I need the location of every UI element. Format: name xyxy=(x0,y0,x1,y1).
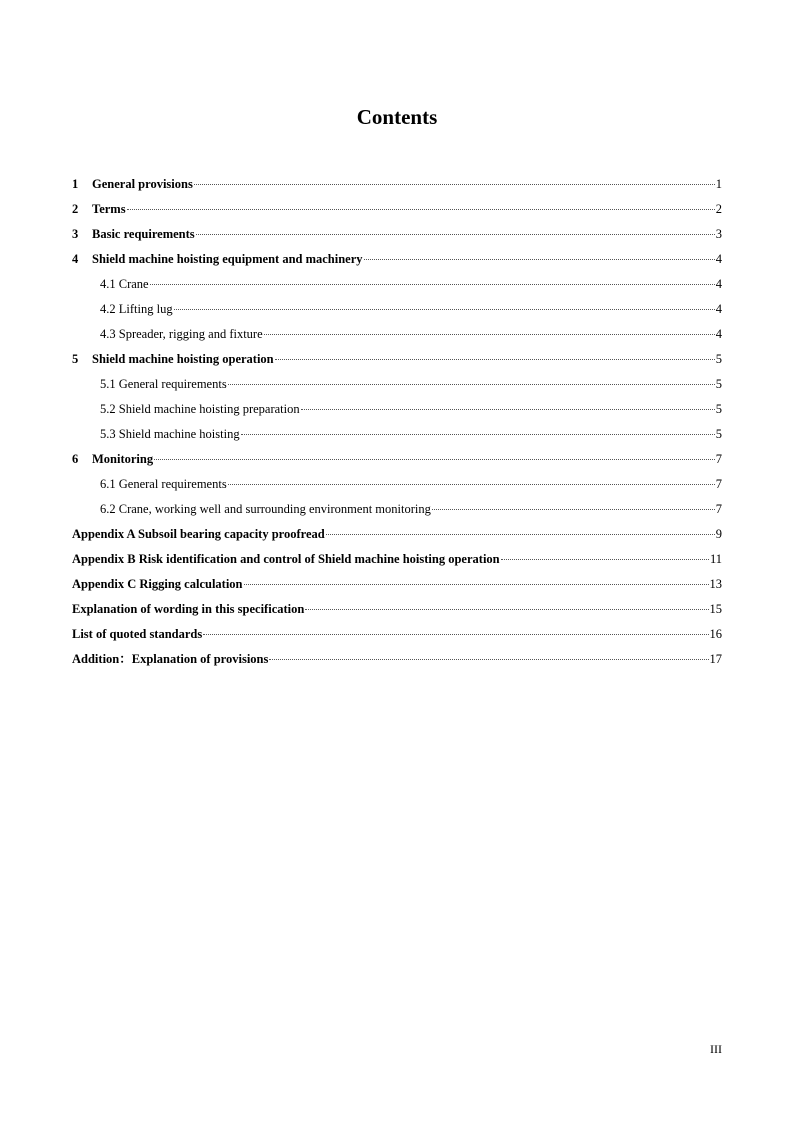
toc-dot-leader xyxy=(196,220,715,235)
toc-entry-title: General provisions xyxy=(92,177,193,191)
toc-dot-leader xyxy=(203,620,708,635)
toc-entry-page: 11 xyxy=(709,552,722,566)
toc-dot-leader xyxy=(228,470,715,485)
toc-entry-title: Shield machine hoisting equipment and machinery xyxy=(92,252,363,266)
toc-entry-number: 6 xyxy=(72,452,79,466)
toc-entry-page: 9 xyxy=(715,527,722,541)
toc-entry[interactable] xyxy=(72,648,722,673)
page-title: Contents xyxy=(356,105,438,129)
toc-entry-page: 7 xyxy=(715,502,722,516)
toc-entry-title: 5.3 Shield machine hoisting xyxy=(100,427,240,441)
toc-entry-title: Terms xyxy=(92,202,126,216)
toc-entry-page: 5 xyxy=(715,352,722,366)
toc-dot-leader xyxy=(174,295,715,310)
toc-entry-page: 15 xyxy=(709,602,722,616)
toc-entry-page: 4 xyxy=(715,327,722,341)
toc-dot-leader xyxy=(326,520,715,535)
toc-dot-leader xyxy=(364,245,715,260)
toc-dot-leader xyxy=(275,345,715,360)
toc-entry-page: 4 xyxy=(715,277,722,291)
toc-entry-page: 13 xyxy=(709,577,722,591)
toc-entry-title: 6.2 Crane, working well and surrounding environment monitoring xyxy=(100,502,431,516)
toc-entry-title: Addition：Explanation of provisions xyxy=(72,652,269,666)
toc-entry-title: Explanation of wording in this specification xyxy=(72,602,305,616)
toc-entry-title: Basic requirements xyxy=(92,227,195,241)
toc-entry-title: 4.1 Crane xyxy=(100,277,149,291)
toc-dot-leader xyxy=(264,320,715,335)
toc-entry-title: 6.1 General requirements xyxy=(100,477,227,491)
toc-entry-page: 4 xyxy=(715,302,722,316)
toc-entry-title: List of quoted standards xyxy=(72,627,203,641)
toc-entry-title: 5.2 Shield machine hoisting preparation xyxy=(100,402,300,416)
toc-entry-page: 16 xyxy=(709,627,722,641)
toc-entry-page: 7 xyxy=(715,477,722,491)
toc-entry-number: 4 xyxy=(72,252,79,266)
toc-entry-page: 7 xyxy=(715,452,722,466)
toc-entry-title: 4.2 Lifting lug xyxy=(100,302,173,316)
table-of-contents xyxy=(72,173,722,673)
toc-entry-title: Monitoring xyxy=(92,452,154,466)
toc-entry-title: Shield machine hoisting operation xyxy=(92,352,274,366)
toc-entry-page: 5 xyxy=(715,377,722,391)
toc-dot-leader xyxy=(305,595,708,610)
toc-dot-leader xyxy=(228,370,715,385)
toc-entry-page: 2 xyxy=(715,202,722,216)
toc-dot-leader xyxy=(154,445,715,460)
toc-dot-leader xyxy=(194,170,715,185)
toc-dot-leader xyxy=(501,545,709,560)
toc-entry-title: Appendix C Rigging calculation xyxy=(72,577,243,591)
toc-entry-page: 4 xyxy=(715,252,722,266)
toc-entry-page: 5 xyxy=(715,427,722,441)
toc-entry-page: 1 xyxy=(715,177,722,191)
toc-entry-page: 17 xyxy=(709,652,722,666)
toc-entry-number: 5 xyxy=(72,352,79,366)
toc-dot-leader xyxy=(241,420,715,435)
toc-dot-leader xyxy=(150,270,715,285)
toc-dot-leader xyxy=(432,495,715,510)
toc-entry-number: 1 xyxy=(72,177,79,191)
toc-dot-leader xyxy=(301,395,715,410)
toc-entry-title: Appendix A Subsoil bearing capacity proofread xyxy=(72,527,325,541)
toc-entry-page: 5 xyxy=(715,402,722,416)
toc-entry-title: 5.1 General requirements xyxy=(100,377,227,391)
toc-entry-page: 3 xyxy=(715,227,722,241)
toc-entry-title: 4.3 Spreader, rigging and fixture xyxy=(100,327,263,341)
page-number: III xyxy=(710,1042,722,1056)
toc-dot-leader xyxy=(244,570,709,585)
toc-entry-number: 2 xyxy=(72,202,79,216)
toc-entry-title: Appendix B Risk identification and control of Shield machine hoisting operation xyxy=(72,552,500,566)
toc-dot-leader xyxy=(127,195,715,210)
toc-dot-leader xyxy=(269,645,708,660)
toc-entry-number: 3 xyxy=(72,227,79,241)
